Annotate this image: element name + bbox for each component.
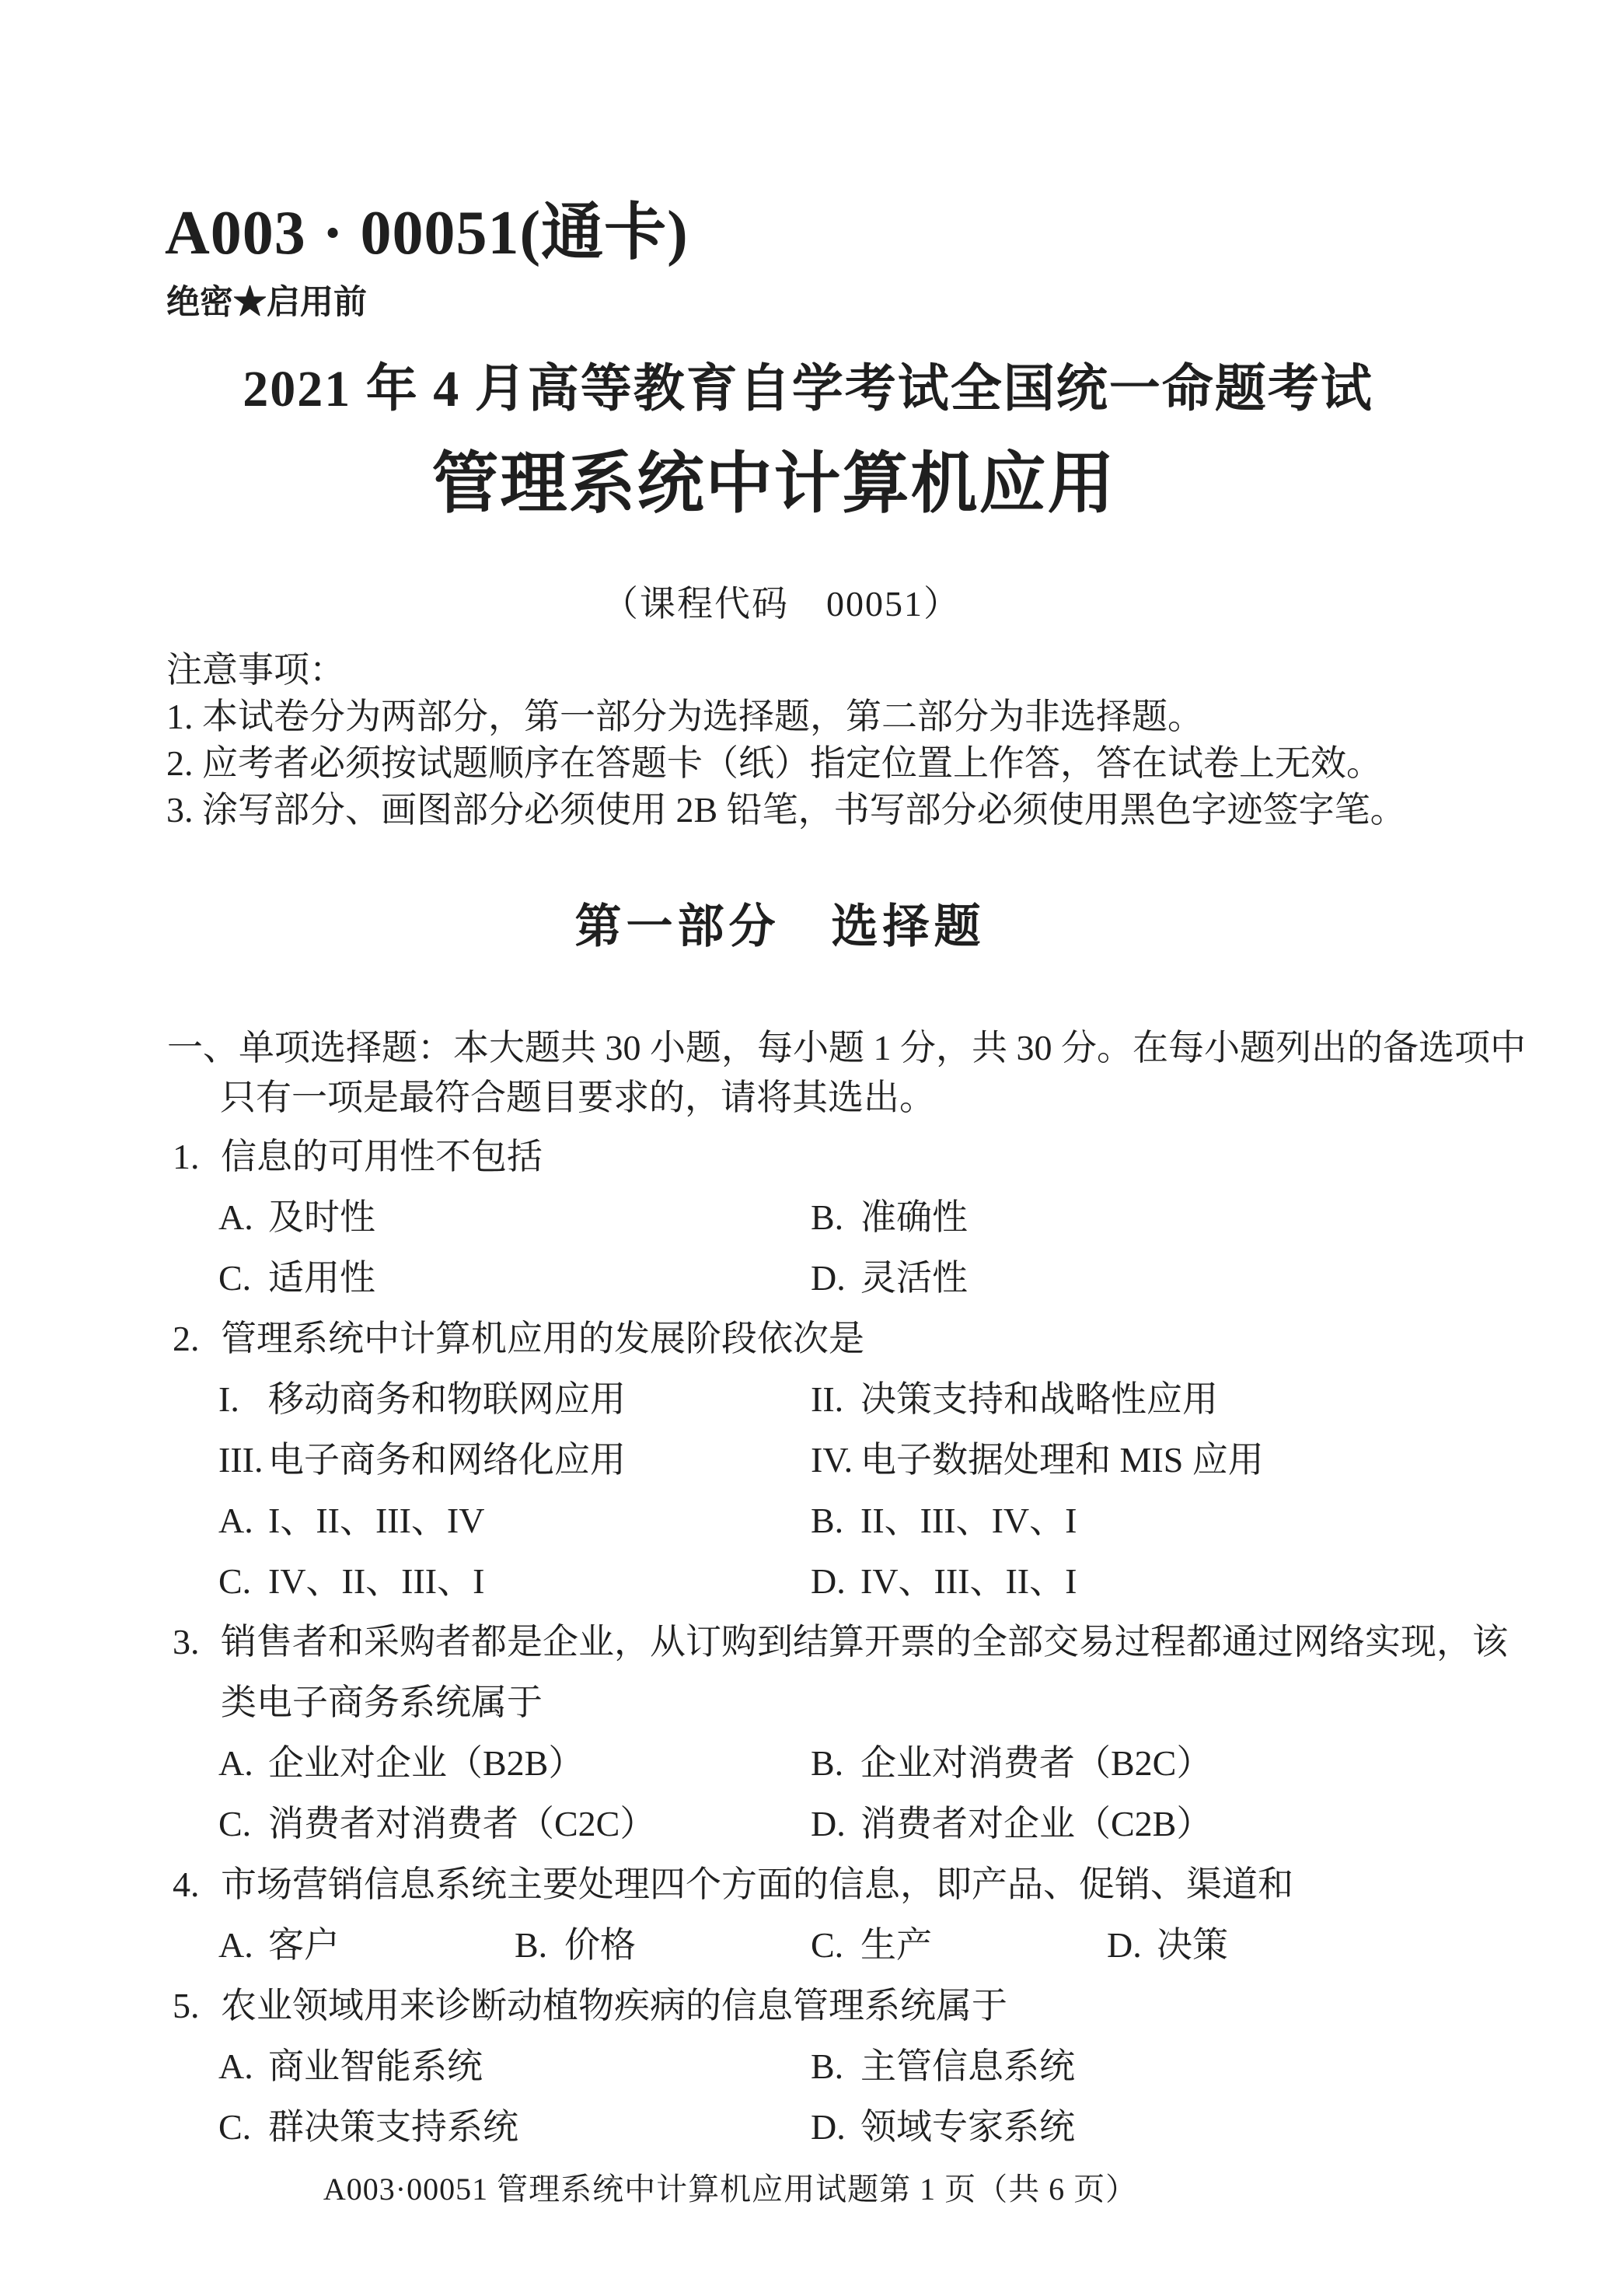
option-row — [0, 1369, 1616, 1430]
option-text: 消费者对消费者（C2C） — [268, 1804, 656, 1843]
option-cell — [218, 1430, 811, 1490]
option-text: 价格 — [564, 1925, 636, 1965]
option-cell — [811, 1369, 1218, 1430]
option-label: D. — [811, 2107, 846, 2147]
section-intro — [167, 1023, 1526, 1123]
option-label: A. — [218, 1743, 253, 1783]
question-text: 农业领域用来诊断动植物疾病的信息管理系统属于 — [221, 1986, 1007, 2025]
option-label: A. — [218, 2046, 253, 2086]
question-text: 信息的可用性不包括 — [221, 1137, 543, 1176]
option-text: 消费者对企业（C2B） — [860, 1804, 1213, 1843]
option-cell — [811, 1430, 1264, 1490]
option-text: 电子商务和网络化应用 — [268, 1440, 626, 1480]
course-code: （课程代码 00051） — [602, 584, 961, 624]
option-row — [0, 1551, 1616, 1612]
notices-heading: 注意事项： — [166, 650, 345, 690]
option-label: C. — [218, 1561, 252, 1601]
exam-session-title: 2021 年 4 月高等教育自学考试全国统一命题考试 — [243, 361, 1373, 418]
option-text: 移动商务和物联网应用 — [268, 1379, 626, 1419]
option-cell — [218, 1187, 811, 1248]
option-row — [0, 1248, 1616, 1309]
questions — [0, 1127, 1616, 2158]
option-row — [0, 1794, 1616, 1854]
question-text: 管理系统中计算机应用的发展阶段依次是 — [221, 1319, 864, 1358]
option-text: 生产 — [860, 1925, 932, 1965]
option-cell — [218, 2036, 811, 2097]
option-text: 电子数据处理和 MIS 应用 — [860, 1440, 1264, 1480]
option-label: B. — [811, 1197, 844, 1237]
option-text: 群决策支持系统 — [268, 2107, 518, 2147]
option-text: 及时性 — [268, 1197, 375, 1237]
option-label: I. — [218, 1379, 239, 1419]
question-stem — [0, 1854, 1616, 1915]
option-label: D. — [811, 1804, 846, 1843]
question-stem — [0, 1612, 1616, 1672]
option-text: 灵活性 — [860, 1258, 968, 1298]
option-row — [0, 2097, 1616, 2158]
option-text: 主管信息系统 — [860, 2046, 1075, 2086]
option-label: C. — [218, 1258, 252, 1298]
section-heading: 第一部分 选择题 — [574, 901, 986, 952]
option-cell — [218, 1915, 515, 1976]
option-text: IV、II、III、I — [268, 1561, 485, 1601]
option-row — [0, 1430, 1616, 1490]
notice-item: 2. 应考者必须按试题顺序在答题卡（纸）指定位置上作答，答在试卷上无效。 — [166, 743, 1382, 783]
question-stem — [0, 1976, 1616, 2036]
question-number: 2. — [173, 1319, 200, 1358]
option-cell — [1107, 1915, 1228, 1976]
option-cell — [811, 1490, 1077, 1551]
subject-title: 管理系统中计算机应用 — [431, 446, 1116, 521]
question-stem — [0, 1672, 1616, 1733]
notice-item: 1. 本试卷分为两部分，第一部分为选择题，第二部分为非选择题。 — [166, 697, 1203, 736]
option-cell — [218, 1490, 811, 1551]
option-label: C. — [218, 1804, 252, 1843]
option-label: A. — [218, 1501, 253, 1540]
option-text: 企业对企业（B2B） — [268, 1743, 585, 1783]
option-text: 决策 — [1157, 1925, 1228, 1965]
option-text: 准确性 — [860, 1197, 968, 1237]
question-number: 5. — [173, 1986, 200, 2025]
option-cell — [811, 1248, 968, 1309]
option-cell — [515, 1915, 811, 1976]
option-cell — [218, 1733, 811, 1794]
question-number: 1. — [173, 1137, 200, 1176]
paper-code: A003 · 00051(通卡) — [165, 199, 689, 267]
option-label: A. — [218, 1197, 253, 1237]
question-text: 市场营销信息系统主要处理四个方面的信息，即产品、促销、渠道和 — [221, 1864, 1293, 1904]
option-row — [0, 1490, 1616, 1551]
option-label: C. — [811, 1925, 844, 1965]
option-cell — [811, 1915, 1107, 1976]
question-stem — [0, 1309, 1616, 1369]
option-label: A. — [218, 1925, 253, 1965]
option-label: II. — [811, 1379, 844, 1419]
option-text: 适用性 — [268, 1258, 375, 1298]
option-cell — [811, 2036, 1075, 2097]
question-number: 4. — [173, 1864, 200, 1904]
notice-item: 3. 涂写部分、画图部分必须使用 2B 铅笔，书写部分必须使用黑色字迹签字笔。 — [166, 790, 1406, 830]
option-row — [0, 1733, 1616, 1794]
option-label: D. — [811, 1561, 846, 1601]
option-text: 决策支持和战略性应用 — [860, 1379, 1218, 1419]
option-label: B. — [515, 1925, 548, 1965]
option-label: IV. — [811, 1440, 853, 1480]
option-cell — [218, 1248, 811, 1309]
question-text: 类电子商务系统属于 — [221, 1683, 543, 1722]
option-label: B. — [811, 1743, 844, 1783]
option-text: II、III、IV、I — [860, 1501, 1077, 1540]
secrecy-label: 绝密★启用前 — [166, 285, 367, 321]
option-row — [0, 1187, 1616, 1248]
option-text: 企业对消费者（B2C） — [860, 1743, 1213, 1783]
option-row — [0, 2036, 1616, 2097]
notices-block — [166, 647, 1406, 833]
option-text: 商业智能系统 — [268, 2046, 483, 2086]
option-text: I、II、III、IV — [268, 1501, 485, 1540]
question-stem — [0, 1127, 1616, 1187]
option-text: IV、III、II、I — [860, 1561, 1077, 1601]
option-cell — [218, 1551, 811, 1612]
option-cell — [811, 1551, 1077, 1612]
option-row — [0, 1915, 1616, 1976]
option-label: III. — [218, 1440, 264, 1480]
option-label: B. — [811, 1501, 844, 1540]
option-text: 领域专家系统 — [860, 2107, 1075, 2147]
option-label: C. — [218, 2107, 252, 2147]
option-cell — [218, 2097, 811, 2158]
question-text: 销售者和采购者都是企业，从订购到结算开票的全部交易过程都通过网络实现，该 — [221, 1622, 1508, 1662]
question-number: 3. — [173, 1622, 200, 1662]
option-label: B. — [811, 2046, 844, 2086]
option-cell — [218, 1794, 811, 1854]
page-footer: A003·00051 管理系统中计算机应用试题第 1 页（共 6 页） — [323, 2172, 1138, 2207]
option-label: D. — [811, 1258, 846, 1298]
option-text: 客户 — [268, 1925, 340, 1965]
option-cell — [811, 1794, 1212, 1854]
option-cell — [811, 2097, 1075, 2158]
option-cell — [218, 1369, 811, 1430]
section-intro-line1: 一、单项选择题：本大题共 30 小题，每小题 1 分，共 30 分。在每小题列出的备选项中 — [167, 1028, 1526, 1068]
option-cell — [811, 1187, 968, 1248]
option-cell — [811, 1733, 1212, 1794]
option-label: D. — [1107, 1925, 1142, 1965]
section-intro-line2: 只有一项是最符合题目要求的，请将其选出。 — [220, 1078, 935, 1117]
